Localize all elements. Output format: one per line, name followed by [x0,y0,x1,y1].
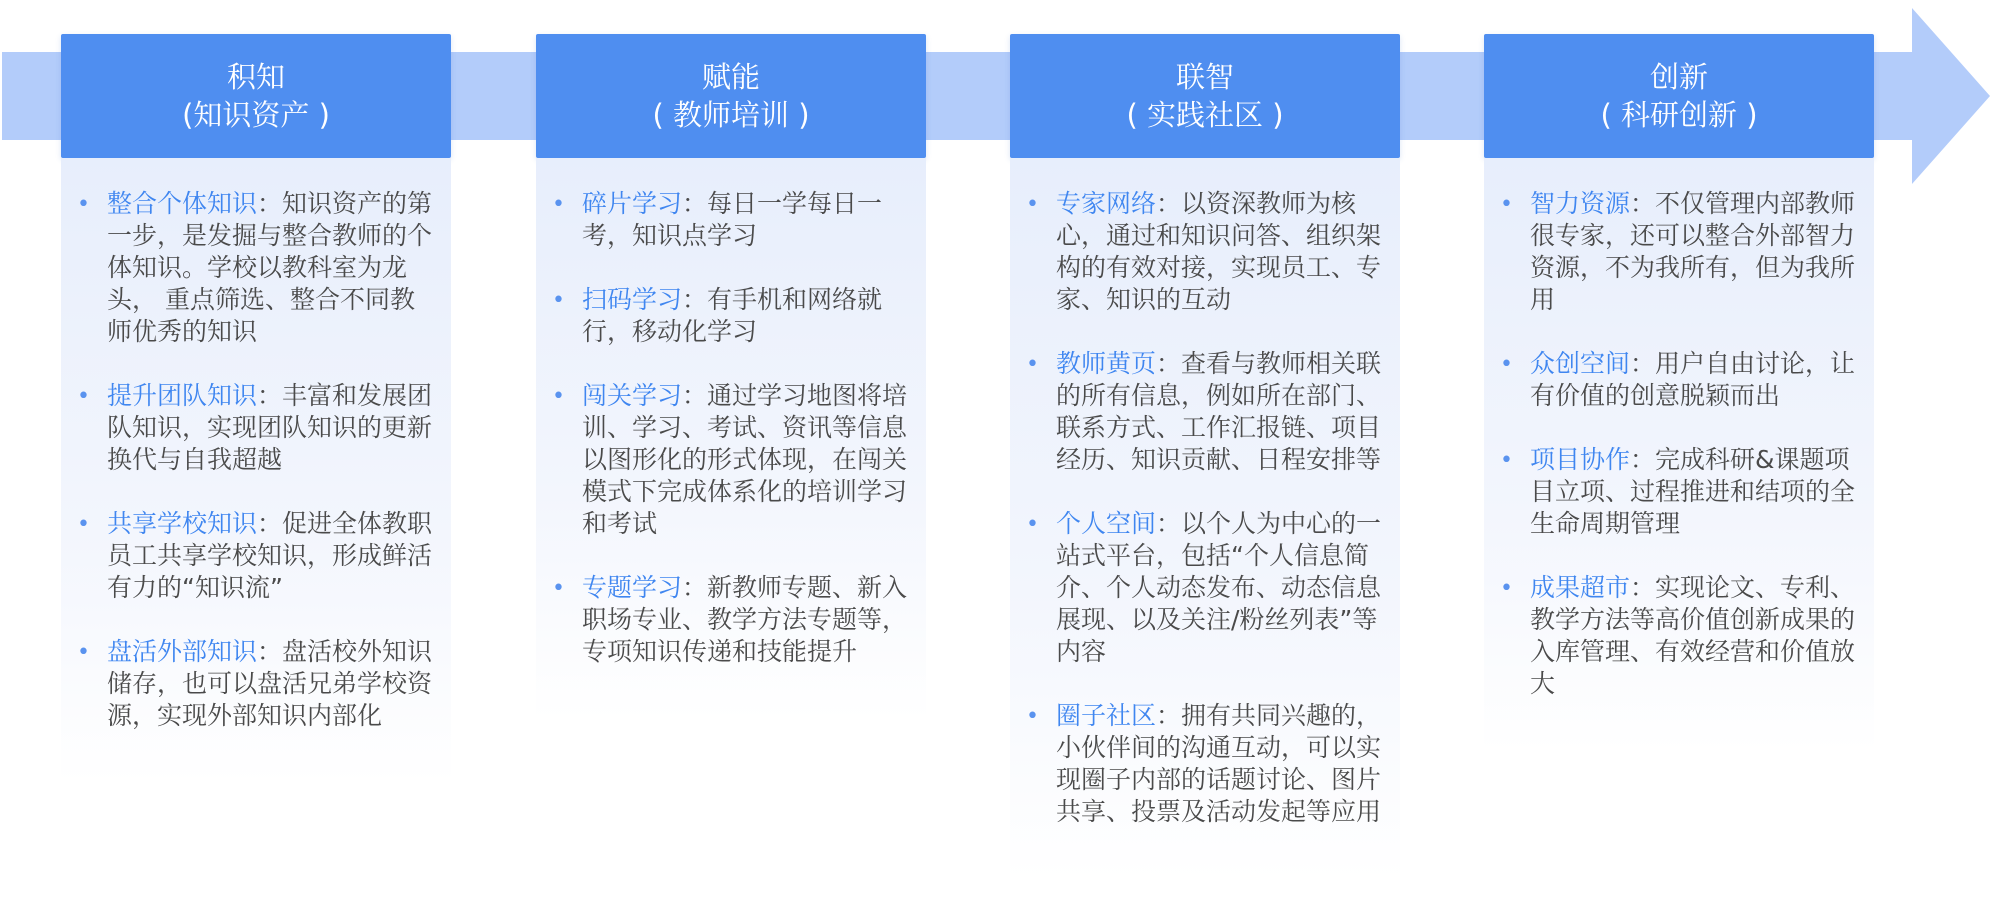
bullet-item [1498,572,1860,700]
stage-subtitle: ( 实践社区 ) [1126,98,1284,132]
item-text: ：促进全体教职员工共享学校知识，形成鲜活有力的“知识流” [107,509,433,602]
item-keyword: 成果超市 [1530,573,1631,602]
stage-header [1484,34,1874,158]
bullet-item [1024,188,1386,316]
item-keyword: 教师黄页 [1056,349,1157,378]
item-keyword: 众创空间 [1530,349,1631,378]
stage-panel [536,158,926,720]
bullet-item [1498,188,1860,316]
item-keyword: 盘活外部知识 [107,637,258,666]
stage-header [1010,34,1400,158]
bullet-icon: • [1026,512,1039,537]
bullet-item [550,188,912,252]
item-text: ：用户自由讨论，让有价值的创意脱颖而出 [1530,349,1856,410]
item-text: ：知识资产的第一步，是发掘与整合教师的个体知识。学校以教科室为龙头， 重点筛选、整合不同教师优秀的知识 [107,189,433,346]
stage-header [536,34,926,158]
item-keyword: 碎片学习 [582,189,683,218]
stage-title: 创新 [1649,60,1708,94]
bullet-icon: • [1500,352,1513,377]
item-text: ：以资深教师为核心，通过和知识问答、组织架构的有效对接，实现员工、专家、知识的互动 [1056,189,1382,314]
item-keyword: 共享学校知识 [107,509,258,538]
item-keyword: 专题学习 [582,573,683,602]
stage-column [1010,34,1400,880]
stage-column [61,34,451,784]
bullet-icon: • [552,384,565,409]
item-keyword: 闯关学习 [582,381,683,410]
item-keyword: 个人空间 [1056,509,1157,538]
item-text: ：新教师专题、新入职场专业、教学方法专题等，专项知识传递和技能提升 [582,573,908,666]
stage-title: 赋能 [701,60,760,94]
bullet-item [1024,700,1386,828]
bullet-icon: • [552,288,565,313]
stage-subtitle: ( 教师培训 ) [652,98,810,132]
item-keyword: 专家网络 [1056,189,1157,218]
bullet-item [1498,348,1860,412]
bullet-item [1498,444,1860,540]
item-text: ：实现论文、专利、教学方法等高价值创新成果的入库管理、有效经营和价值放大 [1530,573,1856,698]
item-text: ：通过学习地图将培训、学习、考试、资讯等信息以图形化的形式体现，在闯关模式下完成体系化的培训学习和考试 [582,381,908,538]
bullet-item [75,380,437,476]
item-keyword: 扫码学习 [582,285,683,314]
bullet-item [550,284,912,348]
bullet-icon: • [1500,576,1513,601]
item-text: ：查看与教师相关联的所有信息，例如所在部门、联系方式、工作汇报链、项目经历、知识贡献、日程安排等 [1056,349,1382,474]
bullet-item [75,636,437,732]
bullet-item [75,508,437,604]
bullet-icon: • [1500,448,1513,473]
stage-panel [61,158,451,784]
bullet-icon: • [77,192,90,217]
stage-panel [1010,158,1400,880]
item-text: ：有手机和网络就行，移动化学习 [582,285,883,346]
item-text: ：以个人为中心的一站式平台，包括“个人信息简介、个人动态发布、动态信息展现、以及关注/粉丝列表”等内容 [1056,509,1382,666]
bullet-icon: • [552,192,565,217]
item-text: ：盘活校外知识储存，也可以盘活兄弟学校资源，实现外部知识内部化 [107,637,433,730]
item-text: ：不仅管理内部教师很专家，还可以整合外部智力资源，不为我所有，但为我所用 [1530,189,1856,314]
item-text: ：拥有共同兴趣的，小伙伴间的沟通互动，可以实现圈子内部的话题讨论、图片共享、投票及活动发起等应用 [1056,701,1382,826]
item-text: ：丰富和发展团队知识，实现团队知识的更新换代与自我超越 [107,381,433,474]
item-keyword: 项目协作 [1530,445,1631,474]
stage-title: 积知 [226,60,285,94]
bullet-icon: • [77,640,90,665]
item-text: ：每日一学每日一考，知识点学习 [582,189,883,250]
bullet-item [75,188,437,348]
stage-column [1484,34,1874,752]
bullet-icon: • [77,384,90,409]
stage-header [61,34,451,158]
bullet-icon: • [77,512,90,537]
bullet-item [1024,508,1386,668]
bullet-item [1024,348,1386,476]
stage-panel [1484,158,1874,752]
bullet-icon: • [1026,352,1039,377]
item-keyword: 整合个体知识 [107,189,258,218]
bullet-icon: • [1500,192,1513,217]
item-keyword: 智力资源 [1530,189,1631,218]
stage-title: 联智 [1175,60,1234,94]
bullet-icon: • [552,576,565,601]
stage-column [536,34,926,720]
stage-subtitle: ( 科研创新 ) [1600,98,1758,132]
bullet-icon: • [1026,704,1039,729]
stage-subtitle: (知识资产 ) [182,98,330,132]
bullet-item [550,572,912,668]
item-keyword: 提升团队知识 [107,381,258,410]
item-keyword: 圈子社区 [1056,701,1157,730]
bullet-icon: • [1026,192,1039,217]
bullet-item [550,380,912,540]
item-text: ：完成科研&课题项目立项、过程推进和结项的全生命周期管理 [1530,445,1856,538]
